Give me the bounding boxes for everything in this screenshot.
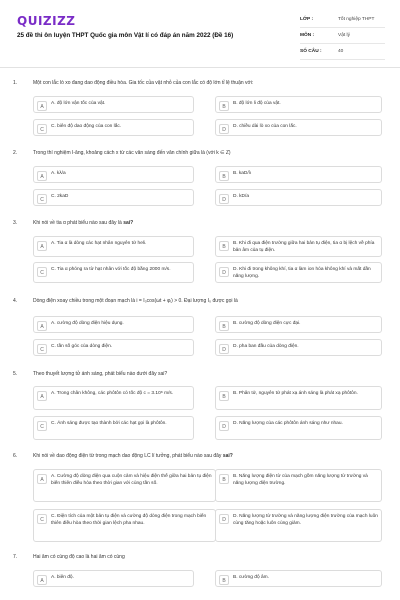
page-title: 25 đề thi ôn luyện THPT Quốc gia môn Vật lí có đáp án năm 2022 (Đề 16) [17,32,234,39]
answer-option[interactable] [215,316,382,333]
answer-option[interactable] [215,189,382,206]
option-letter: A [37,391,47,401]
question-text: Dòng điện xoay chiều trong một đoạn mạch là i = I₀cos(ωt + φᵢ) > 0. Đại lượng I₀ được gọi là [33,298,238,304]
option-letter: C [37,344,47,354]
option-letter: C [37,194,47,204]
option-letter: D [219,514,229,524]
option-text: D. Năng lượng từ trường và năng lượng điện trường của mạch luôn cùng tăng hoặc luôn cùng giảm. [233,514,378,526]
option-letter: A [37,321,47,331]
option-text: C. 2kaD [51,194,69,199]
option-letter: A [37,575,47,585]
option-text: B. Khi đi qua điện trường giữa hai bản tụ điện, tia α bị lệch về phía bản âm của tụ điện. [233,241,375,253]
option-text: B. cường độ dòng điện cực đại. [233,321,301,326]
option-text: A. cường độ dòng điện hiệu dụng. [51,321,124,326]
question-text [33,220,133,226]
option-text: D. Năng lượng của các phôtôn ánh sáng như nhau. [233,421,343,426]
option-text: B. kaD/λ [233,171,252,176]
question-text-main: Khi nói về dao động điện từ trong mạch dao động LC lí tưởng, phát biểu nào sau đây [33,453,223,459]
question-text: Trong thí nghiệm I-âng, khoảng cách x từ các vân sáng đến vân chính giữa là (với k ∈ Z) [33,150,231,156]
option-letter: A [37,241,47,251]
option-letter: A [37,101,47,111]
answer-option[interactable] [33,96,194,113]
question-text-emphasis: sai? [123,220,134,226]
answer-option[interactable] [215,119,382,136]
option-text: A. Tia α là dòng các hạt nhân nguyên tử heli. [51,241,147,246]
meta-value: 40 [338,49,344,54]
option-letter: D [219,421,229,431]
answer-option[interactable] [33,509,216,542]
answer-option[interactable] [215,469,382,502]
option-text: A. biên độ. [51,575,74,580]
option-letter: C [37,421,47,431]
question-number: 7. [13,554,18,560]
option-letter: A [37,171,47,181]
quizizz-logo: QUIZIZZ [17,14,76,28]
option-letter: C [37,267,47,277]
answer-option[interactable] [33,119,194,136]
option-letter: B [219,391,229,401]
meta-value: Vật lý [338,33,350,38]
option-letter: D [219,267,229,277]
question-text [33,453,233,459]
answer-option[interactable] [33,416,194,440]
option-text: A. Trong chân không, các phôtôn có tốc độ c = 3.10⁸ m/s. [51,391,174,396]
meta-row-subject [300,28,385,44]
option-letter: B [219,575,229,585]
question-number: 3. [13,220,18,226]
answer-option[interactable] [215,236,382,257]
option-letter: D [219,124,229,134]
answer-option[interactable] [215,262,382,283]
option-letter: B [219,321,229,331]
answer-option[interactable] [33,469,216,502]
option-text: C. Ánh sáng được tạo thành bởi các hạt gọi là phôtôn. [51,421,167,426]
meta-row-count [300,44,385,60]
answer-option[interactable] [215,509,382,542]
answer-option[interactable] [33,316,194,333]
question-text-main: Khi nói về tia α phát biểu nào sau đây là [33,220,124,226]
option-letter: B [219,241,229,251]
option-text: C. biên độ dao động của con lắc. [51,124,122,129]
question-text: Hai âm có cùng độ cao là hai âm có cùng [33,554,125,560]
option-letter: D [219,344,229,354]
option-text: D. pha ban đầu của dòng điện. [233,344,299,349]
answer-option[interactable] [33,236,194,257]
question-number: 4. [13,298,18,304]
answer-option[interactable] [33,570,194,587]
meta-value: Tốt nghiệp THPT [338,17,375,22]
answer-option[interactable] [215,339,382,356]
option-text: C. tần số góc của dòng điện. [51,344,113,349]
meta-key: MÔN : [300,33,315,38]
option-text: D. chiều dài lò xo của con lắc. [233,124,297,129]
option-letter: C [37,514,47,524]
answer-option[interactable] [215,386,382,410]
question-number: 1. [13,80,18,86]
meta-table [300,12,385,60]
option-letter: A [37,474,47,484]
answer-option[interactable] [33,189,194,206]
answer-option[interactable] [215,96,382,113]
answer-option[interactable] [215,570,382,587]
answer-option[interactable] [215,166,382,183]
option-text: D. Khi đi trong không khí, tia α làm ion hóa không khí và mất dần năng lượng. [233,267,371,279]
option-text: C. Điện tích của một bản tụ điện và cường độ dòng điện trong mạch biến thiên điều hòa theo thời gian lệch pha nhau. [51,514,207,526]
option-text: C. Tia α phóng ra từ hạt nhân với tốc độ bằng 2000 m/s. [51,267,171,272]
meta-key: LỚP : [300,17,314,22]
question-text-emphasis: sai? [222,453,233,459]
question-text: Theo thuyết lượng tử ánh sáng, phát biểu nào dưới đây sai? [33,371,168,377]
question-number: 2. [13,150,18,156]
worksheet-header [0,0,400,64]
option-letter: B [219,171,229,181]
option-text: B. Năng lượng điện từ của mạch gồm năng lượng từ trường và năng lượng điện trường. [233,474,368,486]
header-divider [0,67,400,68]
option-text: B. Phân tử, nguyên tử phát xạ ánh sáng là phát xạ phôtôn. [233,391,358,396]
meta-key: SỐ CÂU : [300,49,322,54]
option-text: D. kD/a [233,194,249,199]
answer-option[interactable] [33,386,194,410]
option-text: B. cường độ âm. [233,575,269,580]
option-letter: D [219,194,229,204]
question-number: 5. [13,371,18,377]
answer-option[interactable] [33,262,194,283]
question-text: Một con lắc lò xo đang dao động điều hòa. Gia tốc của vật nhỏ của con lắc có độ lớn tỉ lệ thuận với: [33,80,254,86]
option-letter: B [219,474,229,484]
option-text: B. độ lớn li độ của vật. [233,101,281,106]
option-letter: C [37,124,47,134]
question-number: 6. [13,453,18,459]
option-text: A. Cường độ dòng điện qua cuộn cảm và hiệu điện thế giữa hai bản tụ điện biến thiên điều hòa theo thời gian với cùng tần số. [51,474,212,486]
option-text: A. độ lớn vận tốc của vật. [51,101,106,106]
answer-option[interactable] [33,339,194,356]
option-text: A. kλ/a [51,171,66,176]
answer-option[interactable] [33,166,194,183]
answer-option[interactable] [215,416,382,440]
option-letter: B [219,101,229,111]
meta-row-grade [300,12,385,28]
